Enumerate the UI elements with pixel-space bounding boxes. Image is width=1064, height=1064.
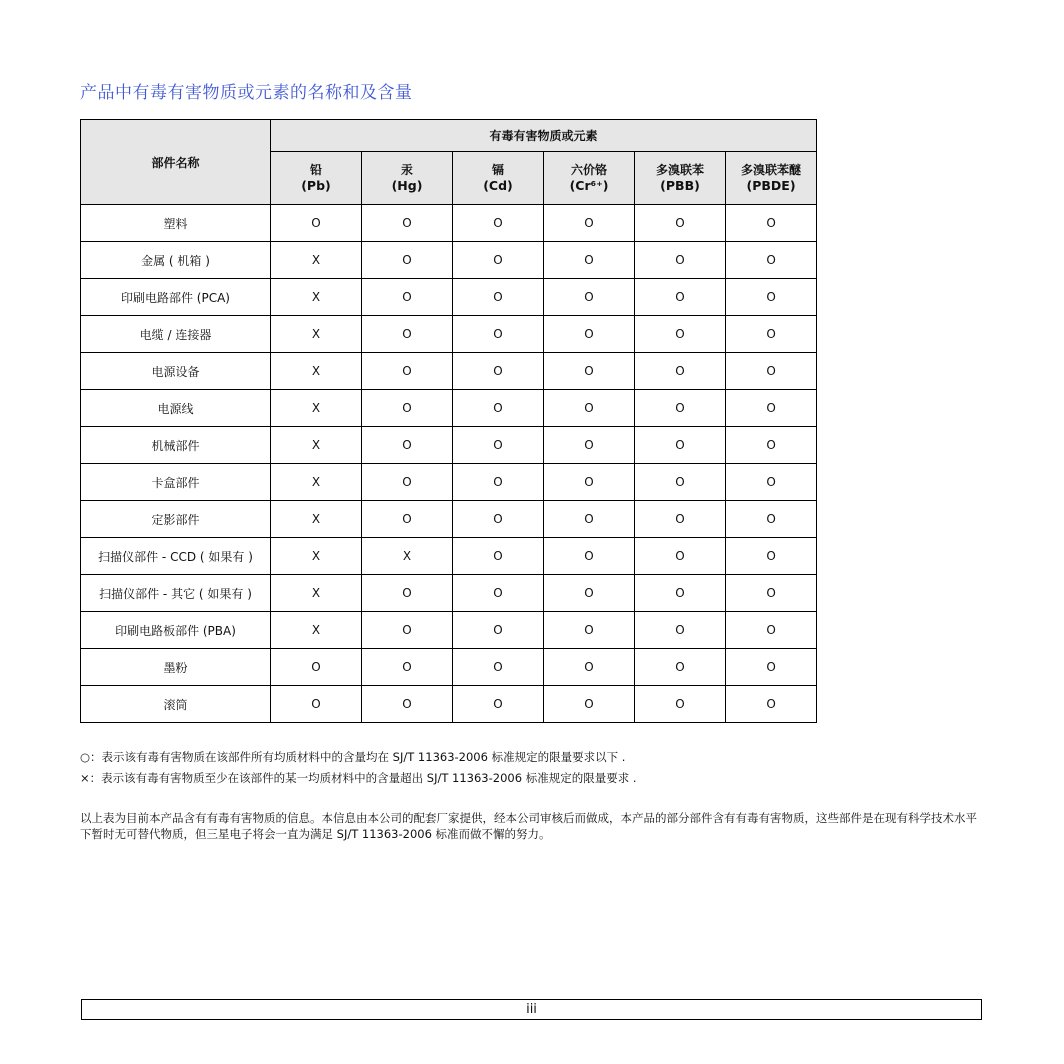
content-mark-cell: O <box>544 501 635 538</box>
content-mark-cell: O <box>544 390 635 427</box>
content-mark-cell: O <box>271 649 362 686</box>
content-mark-cell: O <box>726 501 817 538</box>
page-title: 产品中有毒有害物质或元素的名称和及含量 <box>80 83 413 103</box>
content-mark-cell: O <box>453 205 544 242</box>
content-mark-cell: O <box>453 353 544 390</box>
content-mark-cell: X <box>362 538 453 575</box>
content-mark-cell: O <box>726 649 817 686</box>
table-row <box>81 464 817 501</box>
table-row <box>81 538 817 575</box>
table-row <box>81 242 817 279</box>
content-mark-cell: O <box>726 242 817 279</box>
table-row <box>81 316 817 353</box>
content-mark-cell: O <box>635 612 726 649</box>
content-mark-cell: O <box>453 686 544 723</box>
table-body <box>81 205 817 723</box>
content-mark-cell: O <box>362 316 453 353</box>
content-mark-cell: O <box>726 538 817 575</box>
substance-symbol: (Pb) <box>301 178 331 193</box>
content-mark-cell: X <box>271 612 362 649</box>
part-name-cell: 卡盒部件 <box>81 464 271 501</box>
substance-header <box>635 152 726 205</box>
content-mark-cell: O <box>453 242 544 279</box>
content-mark-cell: O <box>453 279 544 316</box>
content-mark-cell: O <box>544 612 635 649</box>
part-name-cell: 滚筒 <box>81 686 271 723</box>
content-mark-cell: X <box>271 279 362 316</box>
page-footer <box>81 999 982 1020</box>
page-number: iii <box>526 1002 537 1017</box>
table-row <box>81 612 817 649</box>
content-mark-cell: X <box>271 575 362 612</box>
content-mark-cell: O <box>362 501 453 538</box>
substance-header <box>271 152 362 205</box>
part-name-header: 部件名称 <box>81 120 271 205</box>
content-mark-cell: O <box>635 242 726 279</box>
content-mark-cell: O <box>635 279 726 316</box>
substance-name: 镉 <box>491 163 504 177</box>
content-mark-cell: X <box>271 464 362 501</box>
substance-symbol: (PBDE) <box>746 178 796 193</box>
table-row <box>81 390 817 427</box>
content-mark-cell: O <box>362 242 453 279</box>
table-row <box>81 427 817 464</box>
part-name-cell: 塑料 <box>81 205 271 242</box>
content-mark-cell: O <box>544 427 635 464</box>
content-mark-cell: X <box>271 501 362 538</box>
substance-symbol: (Cr⁶⁺) <box>569 178 609 193</box>
content-mark-cell: O <box>726 279 817 316</box>
content-mark-cell: O <box>635 205 726 242</box>
substance-header <box>362 152 453 205</box>
hazardous-substances-table <box>80 119 817 723</box>
part-name-cell: 电源线 <box>81 390 271 427</box>
content-mark-cell: O <box>362 464 453 501</box>
content-mark-cell: O <box>635 316 726 353</box>
content-mark-cell: O <box>635 686 726 723</box>
content-mark-cell: X <box>271 427 362 464</box>
content-mark-cell: O <box>362 390 453 427</box>
content-mark-cell: O <box>544 538 635 575</box>
content-mark-cell: O <box>726 205 817 242</box>
content-mark-cell: O <box>635 353 726 390</box>
content-mark-cell: O <box>453 612 544 649</box>
substance-symbol: (Cd) <box>483 178 513 193</box>
part-name-cell: 扫描仪部件 - 其它 ( 如果有 ) <box>81 575 271 612</box>
content-mark-cell: O <box>635 390 726 427</box>
content-mark-cell: O <box>635 464 726 501</box>
o-note: ○：表示该有毒有害物质在该部件所有均质材料中的含量均在 SJ/T 11363-2006 标准规定的限量要求以下 . <box>80 750 626 764</box>
content-mark-cell: O <box>544 242 635 279</box>
content-mark-cell: O <box>544 686 635 723</box>
substance-header <box>544 152 635 205</box>
x-note: ×：表示该有毒有害物质至少在该部件的某一均质材料中的含量超出 SJ/T 11363-2006 标准规定的限量要求 . <box>80 771 637 785</box>
content-mark-cell: O <box>362 612 453 649</box>
part-name-cell: 印刷电路板部件 (PBA) <box>81 612 271 649</box>
table-row <box>81 575 817 612</box>
content-mark-cell: O <box>362 575 453 612</box>
part-name-cell: 墨粉 <box>81 649 271 686</box>
content-mark-cell: O <box>726 390 817 427</box>
content-mark-cell: O <box>453 501 544 538</box>
substance-group-header: 有毒有害物质或元素 <box>271 120 817 152</box>
table-row <box>81 205 817 242</box>
content-mark-cell: X <box>271 390 362 427</box>
content-mark-cell: O <box>362 686 453 723</box>
content-mark-cell: O <box>635 501 726 538</box>
substance-name: 多溴联苯 <box>655 163 704 177</box>
content-mark-cell: O <box>271 686 362 723</box>
content-mark-cell: O <box>544 575 635 612</box>
content-mark-cell: O <box>453 575 544 612</box>
table-row <box>81 649 817 686</box>
substance-name: 六价铬 <box>570 163 607 177</box>
table-row <box>81 353 817 390</box>
content-mark-cell: O <box>453 427 544 464</box>
part-name-cell: 金属 ( 机箱 ) <box>81 242 271 279</box>
content-mark-cell: O <box>635 649 726 686</box>
substance-header <box>726 152 817 205</box>
content-mark-cell: O <box>362 427 453 464</box>
part-name-cell: 印刷电路部件 (PCA) <box>81 279 271 316</box>
part-name-cell: 电源设备 <box>81 353 271 390</box>
content-mark-cell: O <box>362 353 453 390</box>
part-name-cell: 定影部件 <box>81 501 271 538</box>
content-mark-cell: O <box>726 316 817 353</box>
substance-name: 汞 <box>400 163 413 177</box>
content-mark-cell: O <box>544 279 635 316</box>
disclaimer-paragraph: 以上表为目前本产品含有有毒有害物质的信息。本信息由本公司的配套厂家提供，经本公司审核后而做成，本产品的部分部件含有有毒有害物质，这些部件是在现有科学技术水平下暂时无可替代物质，但三星电子将会一直为满足 SJ/T 11363-2006 标准而做不懈的努力。 <box>80 811 977 841</box>
content-mark-cell: O <box>726 353 817 390</box>
content-mark-cell: O <box>544 464 635 501</box>
content-mark-cell: X <box>271 353 362 390</box>
substance-name: 多溴联苯醚 <box>741 163 802 177</box>
content-mark-cell: X <box>271 316 362 353</box>
content-mark-cell: O <box>726 686 817 723</box>
content-mark-cell: O <box>635 427 726 464</box>
content-mark-cell: O <box>635 538 726 575</box>
content-mark-cell: O <box>726 427 817 464</box>
content-mark-cell: O <box>544 353 635 390</box>
content-mark-cell: O <box>544 316 635 353</box>
content-mark-cell: O <box>453 316 544 353</box>
part-name-cell: 机械部件 <box>81 427 271 464</box>
content-mark-cell: O <box>453 538 544 575</box>
part-name-cell: 电缆 / 连接器 <box>81 316 271 353</box>
table-row <box>81 279 817 316</box>
content-mark-cell: O <box>362 649 453 686</box>
content-mark-cell: O <box>544 205 635 242</box>
content-mark-cell: O <box>726 612 817 649</box>
content-mark-cell: O <box>726 575 817 612</box>
substance-name: 铅 <box>309 163 322 177</box>
content-mark-cell: O <box>453 464 544 501</box>
content-mark-cell: O <box>362 205 453 242</box>
content-mark-cell: O <box>726 464 817 501</box>
content-mark-cell: O <box>453 390 544 427</box>
substance-symbol: (PBB) <box>660 178 700 193</box>
substance-header <box>453 152 544 205</box>
content-mark-cell: X <box>271 538 362 575</box>
content-mark-cell: O <box>544 649 635 686</box>
table-row <box>81 501 817 538</box>
substance-symbol: (Hg) <box>391 178 423 193</box>
content-mark-cell: X <box>271 242 362 279</box>
table-row <box>81 686 817 723</box>
content-mark-cell: O <box>362 279 453 316</box>
content-mark-cell: O <box>635 575 726 612</box>
content-mark-cell: O <box>453 649 544 686</box>
legend-notes <box>80 747 637 789</box>
part-name-cell: 扫描仪部件 - CCD ( 如果有 ) <box>81 538 271 575</box>
content-mark-cell: O <box>271 205 362 242</box>
